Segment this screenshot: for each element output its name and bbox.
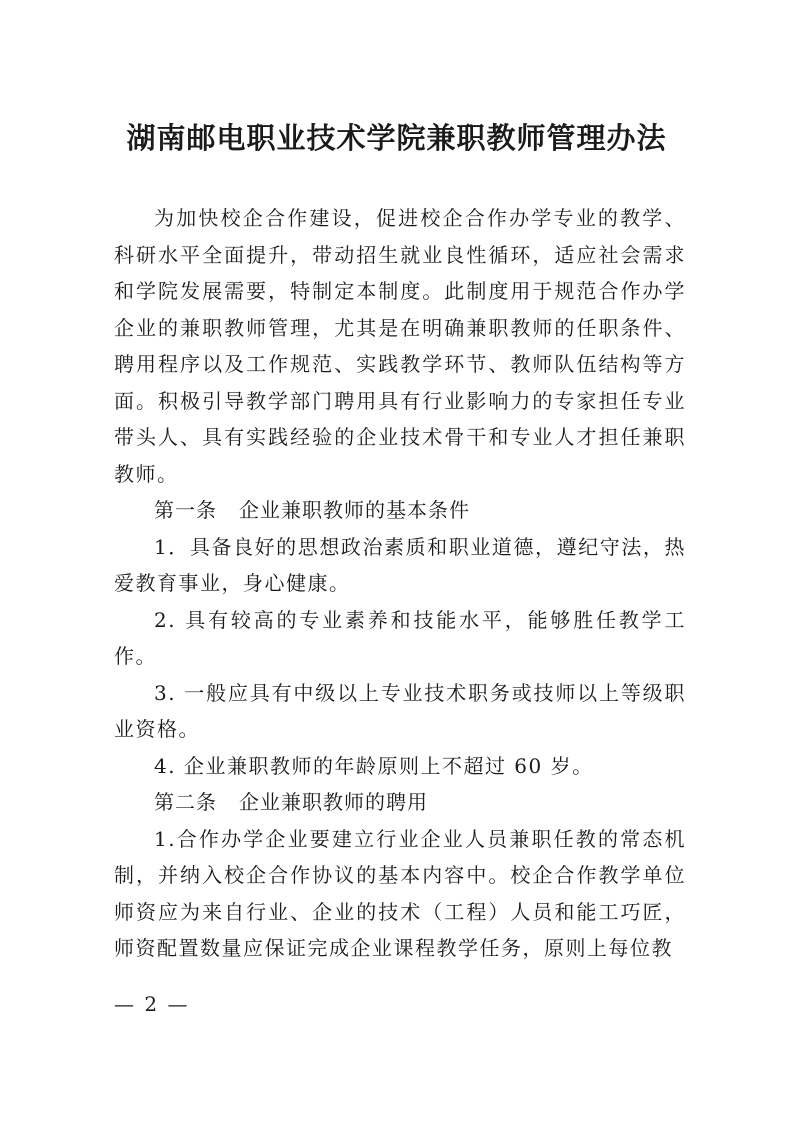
article-2-title: 企业兼职教师的聘用 (239, 790, 428, 814)
article-1-item: 1．具备良好的思想政治素质和职业道德，遵纪守法，热爱教育事业，身心健康。 (114, 534, 686, 595)
article-1-label: 第一条 (154, 498, 217, 522)
article-1-heading (114, 492, 686, 529)
article-1-item: 3. 一般应具有中级以上专业技术职务或技师以上等级职业资格。 (114, 680, 686, 741)
article-1-item: 4. 企业兼职教师的年龄原则上不超过 60 岁。 (154, 753, 594, 778)
page-number: — 2 — (114, 992, 190, 1016)
page-title: 湖南邮电职业技术学院兼职教师管理办法 (126, 121, 667, 155)
intro-paragraph: 为加快校企合作建设，促进校企合作办学专业的教学、科研水平全面提升，带动招生就业良性循环，适应社会需求和学院发展需要，特制定本制度。此制度用于规范合作办学企业的兼职教师管理，尤其是在明确兼职教师的任职条件、聘用程序以及工作规范、实践教学环节、教师队伍结构等方面。积极引导教学部门聘用具有行业影响力的专家担任专业带头人、具有实践经验的企业技术骨干和专业人才担任兼职教师。 (114, 206, 686, 486)
article-1-item: 2. 具有较高的专业素养和技能水平，能够胜任教学工作。 (114, 607, 686, 668)
article-2-item: 1.合作办学企业要建立行业企业人员兼职任教的常态机制，并纳入校企合作协议的基本内容中。校企合作教学单位师资应为来自行业、企业的技术（工程）人员和能工巧匠，师资配置数量应保证完成企业课程教学任务，原则上每位教 (114, 826, 686, 960)
article-1-title: 企业兼职教师的基本条件 (239, 498, 470, 522)
article-2-heading (114, 784, 686, 821)
document-body (114, 200, 686, 967)
article-2-label: 第二条 (154, 790, 217, 814)
